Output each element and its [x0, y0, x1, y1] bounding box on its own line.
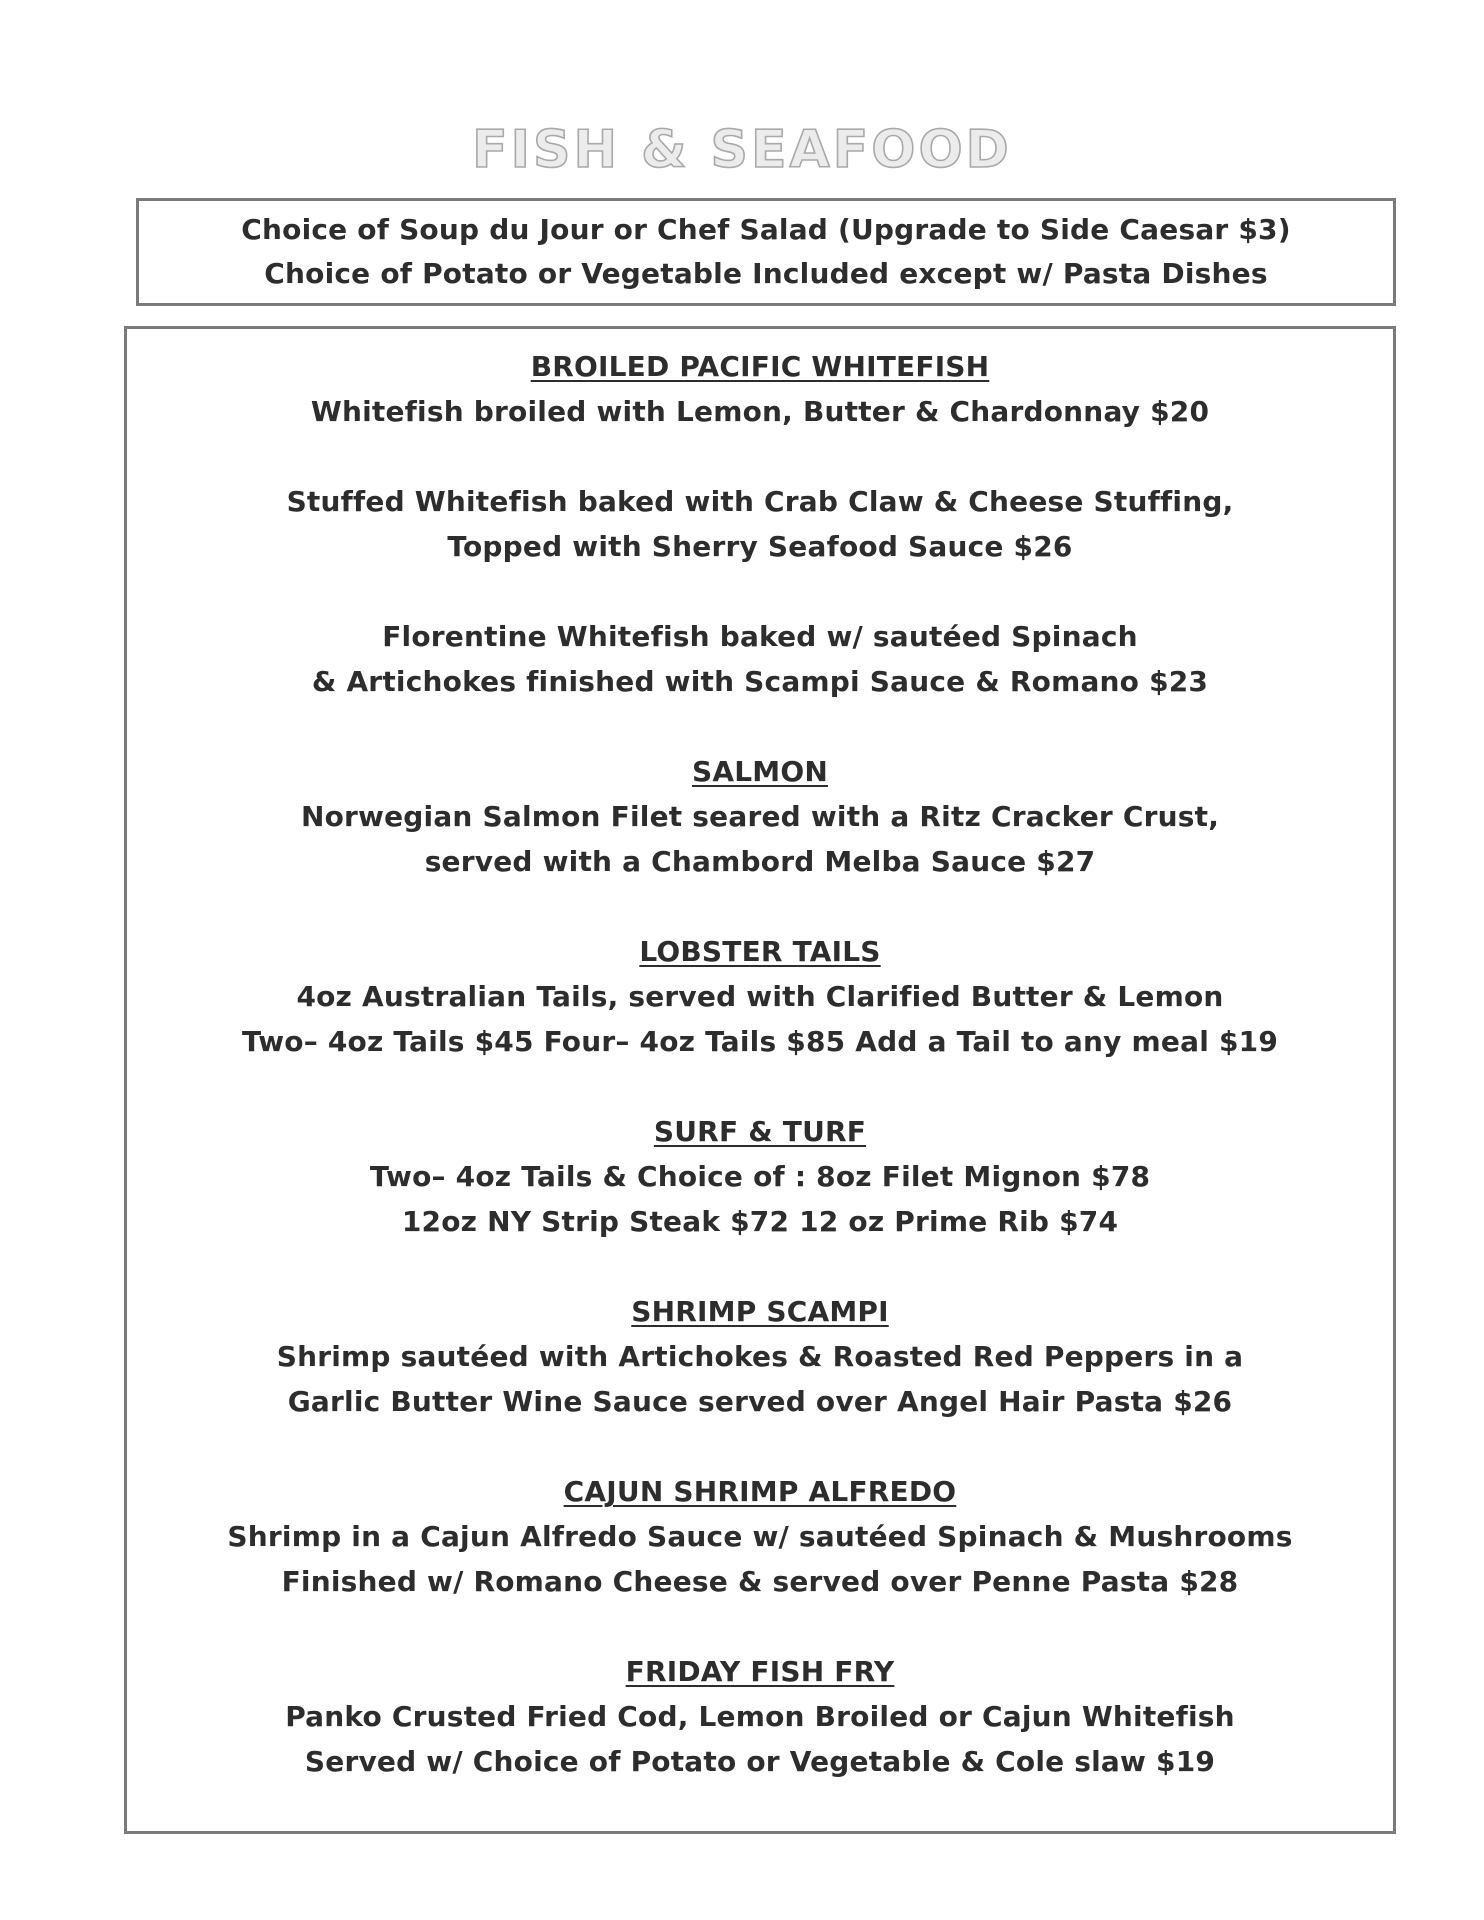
menu-item-description: Two– 4oz Tails & Choice of : 8oz Filet Mignon $78	[369, 1160, 1151, 1193]
menu-items-list	[127, 344, 1393, 1784]
menu-item-description: Served w/ Choice of Potato or Vegetable & Cole slaw $19	[304, 1745, 1216, 1778]
menu-item-description: Whitefish broiled with Lemon, Butter & Chardonnay $20	[310, 395, 1210, 428]
menu-item-description: Florentine Whitefish baked w/ sautéed Spinach	[382, 620, 1138, 653]
menu-item-heading: FRIDAY FISH FRY	[625, 1655, 895, 1688]
menu-item	[127, 1289, 1393, 1424]
menu-item-description: Shrimp sautéed with Artichokes & Roasted Red Peppers in a	[276, 1340, 1244, 1373]
menu-item-description: Stuffed Whitefish baked with Crab Claw & Cheese Stuffing,	[286, 485, 1234, 518]
menu-item-description: 12oz NY Strip Steak $72 12 oz Prime Rib $74	[401, 1205, 1119, 1238]
menu-item-description: served with a Chambord Melba Sauce $27	[424, 845, 1096, 878]
menu-item-description: Shrimp in a Cajun Alfredo Sauce w/ sautéed Spinach & Mushrooms	[227, 1520, 1293, 1553]
menu-item-heading: SURF & TURF	[653, 1115, 867, 1148]
item-spacer	[127, 1064, 1393, 1109]
menu-item-description: 4oz Australian Tails, served with Clarified Butter & Lemon	[296, 980, 1224, 1013]
intro-line-soup-salad: Choice of Soup du Jour or Chef Salad (Upgrade to Side Caesar $3)	[241, 213, 1291, 246]
page-title: FISH & SEAFOOD	[472, 120, 1012, 180]
menu-item-description: Topped with Sherry Seafood Sauce $26	[447, 530, 1073, 563]
item-spacer	[127, 1604, 1393, 1649]
intro-box	[136, 198, 1396, 306]
menu-item	[127, 479, 1393, 569]
menu-item	[127, 929, 1393, 1064]
menu-item-heading: BROILED PACIFIC WHITEFISH	[530, 350, 990, 383]
menu-item	[127, 344, 1393, 434]
menu-item-heading: CAJUN SHRIMP ALFREDO	[563, 1475, 957, 1508]
menu-item-description: & Artichokes finished with Scampi Sauce & Romano $23	[311, 665, 1209, 698]
menu-item-description: Two– 4oz Tails $45 Four– 4oz Tails $85 Add a Tail to any meal $19	[241, 1025, 1279, 1058]
menu-item	[127, 614, 1393, 704]
item-spacer	[127, 569, 1393, 614]
item-spacer	[127, 1424, 1393, 1469]
menu-item	[127, 1109, 1393, 1244]
menu-item-description: Garlic Butter Wine Sauce served over Angel Hair Pasta $26	[287, 1385, 1233, 1418]
menu-item-heading: SHRIMP SCAMPI	[631, 1295, 889, 1328]
menu-box	[124, 326, 1396, 1834]
item-spacer	[127, 704, 1393, 749]
menu-item	[127, 1649, 1393, 1784]
item-spacer	[127, 434, 1393, 479]
intro-line-potato-vegetable: Choice of Potato or Vegetable Included except w/ Pasta Dishes	[264, 257, 1268, 290]
menu-item-description: Finished w/ Romano Cheese & served over Penne Pasta $28	[281, 1565, 1239, 1598]
menu-item	[127, 1469, 1393, 1604]
item-spacer	[127, 884, 1393, 929]
menu-item-description: Norwegian Salmon Filet seared with a Ritz Cracker Crust,	[300, 800, 1220, 833]
item-spacer	[127, 1244, 1393, 1289]
menu-item-description: Panko Crusted Fried Cod, Lemon Broiled or Cajun Whitefish	[285, 1700, 1235, 1733]
menu-item-heading: LOBSTER TAILS	[639, 935, 881, 968]
menu-item-heading: SALMON	[692, 755, 828, 788]
menu-item	[127, 749, 1393, 884]
